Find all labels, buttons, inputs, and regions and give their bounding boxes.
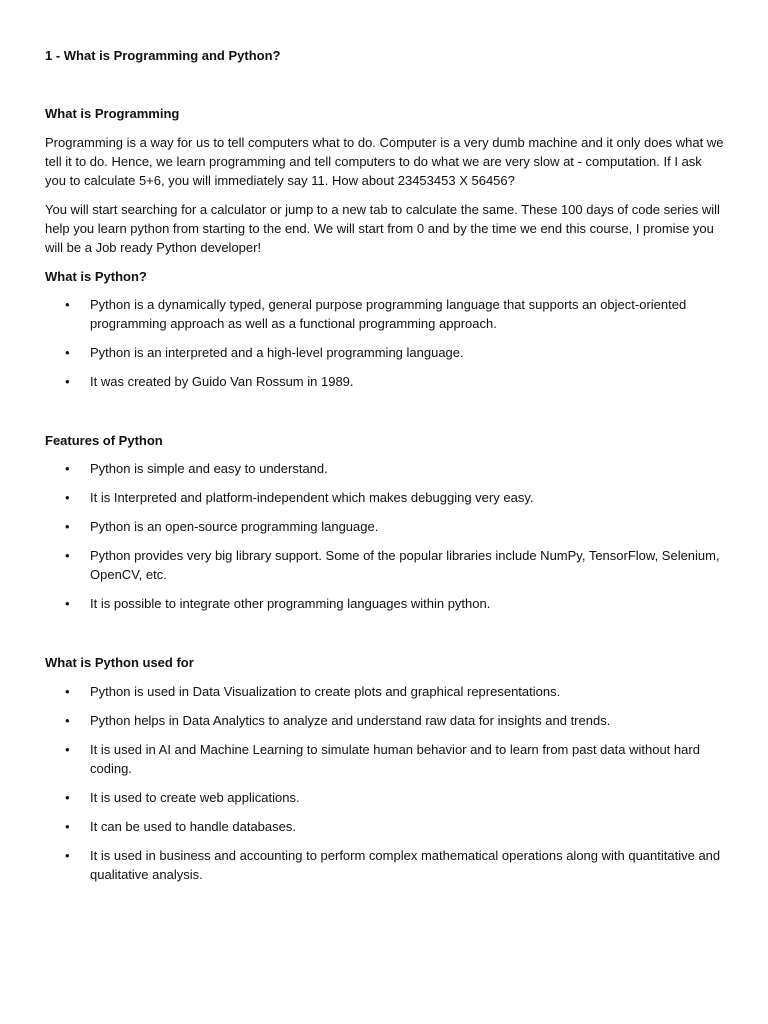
programming-paragraph-1: Programming is a way for us to tell computers what to do. Computer is a very dumb machine and it only does what we tell it to do. Hence, we learn programming and tell computers to do what we are very slow at - computation. If I ask you to calculate 5+6, you will immediately say 11. How about 23453453 X 56456?	[45, 135, 724, 188]
list-item: • It is possible to integrate other programming languages within python.	[45, 594, 725, 613]
heading-what-is-python: What is Python?	[45, 269, 147, 284]
uses-bullet-list	[45, 682, 725, 894]
list-item: • It is used to create web applications.	[45, 788, 725, 807]
list-item: • Python provides very big library support. Some of the popular libraries include NumPy, TensorFlow, Selenium, OpenCV, etc.	[45, 546, 725, 584]
list-item: • Python is simple and easy to understand.	[45, 459, 725, 478]
programming-paragraph-2: You will start searching for a calculator or jump to a new tab to calculate the same. These 100 days of code series will help you learn python from starting to the end. We will start from 0 and by the time we end this course, I promise you will be a Job ready Python developer!	[45, 202, 720, 255]
list-item: • It is used in AI and Machine Learning to simulate human behavior and to learn from past data without hard coding.	[45, 740, 725, 778]
heading-what-is-programming: What is Programming	[45, 106, 180, 121]
heading-python-uses: What is Python used for	[45, 655, 194, 670]
list-item: • Python helps in Data Analytics to analyze and understand raw data for insights and trends.	[45, 711, 725, 730]
list-item: • It can be used to handle databases.	[45, 817, 725, 836]
python-bullet-list	[45, 295, 725, 401]
list-item: • It is Interpreted and platform-independent which makes debugging very easy.	[45, 488, 725, 507]
list-item: • Python is used in Data Visualization to create plots and graphical representations.	[45, 682, 725, 701]
features-bullet-list	[45, 459, 725, 623]
list-item: • Python is a dynamically typed, general purpose programming language that supports an object-oriented programming approach as well as a functional programming approach.	[45, 295, 725, 333]
heading-features-of-python: Features of Python	[45, 433, 163, 448]
list-item: • Python is an interpreted and a high-level programming language.	[45, 343, 725, 362]
list-item: • It is used in business and accounting to perform complex mathematical operations along with quantitative and qualitative analysis.	[45, 846, 725, 884]
document-title: 1 - What is Programming and Python?	[45, 48, 281, 63]
list-item: • Python is an open-source programming language.	[45, 517, 725, 536]
list-item: • It was created by Guido Van Rossum in 1989.	[45, 372, 725, 391]
